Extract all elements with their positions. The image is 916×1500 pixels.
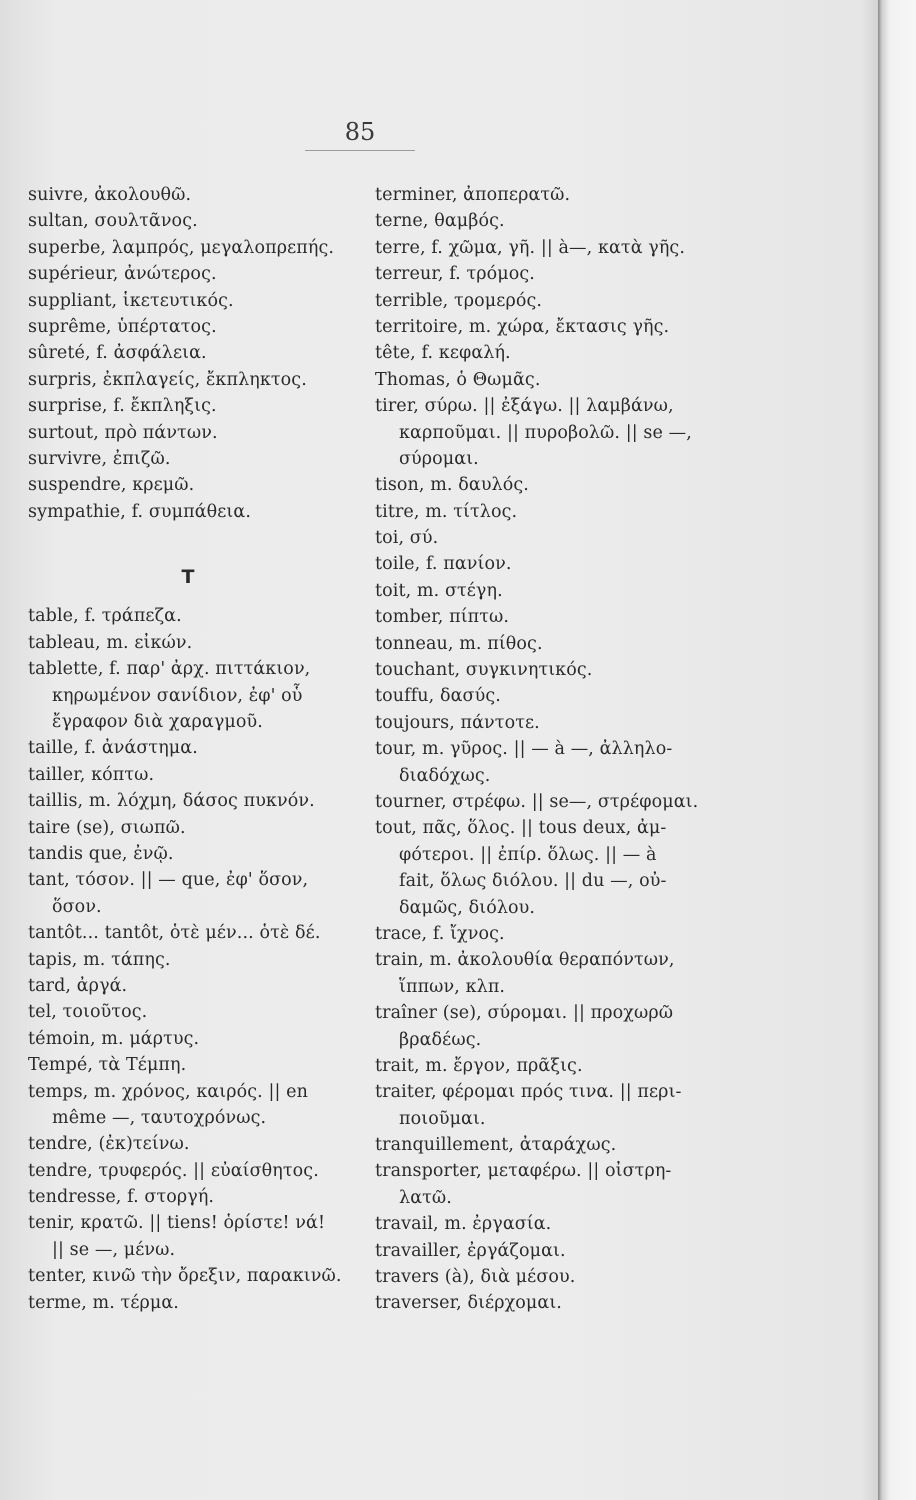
dictionary-entry: surpris, ἐκπλαγείς, ἔκπληκτος. — [28, 369, 307, 390]
dictionary-entry-continuation: καρποῦμαι. || πυροβολῶ. || se —, — [399, 422, 692, 443]
dictionary-entry: terme, m. τέρμα. — [28, 1292, 179, 1313]
dictionary-entry: terre, f. χῶμα, γῆ. || à—, κατὰ γῆς. — [375, 237, 685, 258]
dictionary-entry: surtout, πρὸ πάντων. — [28, 422, 218, 443]
dictionary-entry-continuation: ὅσον. — [52, 896, 102, 917]
entries-t — [28, 603, 358, 1316]
dictionary-entry: terreur, f. τρόμος. — [375, 264, 535, 285]
dictionary-entry: Thomas, ὁ Θωμᾶς. — [375, 369, 541, 390]
dictionary-entry: tendresse, f. στοργή. — [28, 1187, 215, 1208]
spacer — [28, 525, 358, 551]
dictionary-entry: traiter, φέρομαι πρός τινα. || περι- — [375, 1082, 682, 1103]
dictionary-entry: taille, f. ἀνάστημα. — [28, 738, 198, 759]
dictionary-entry: train, m. ἀκολουθία θεραπόντων, — [375, 950, 675, 971]
dictionary-entry: transporter, μεταφέρω. || οἰστρη- — [375, 1161, 672, 1182]
dictionary-entry: tison, m. δαυλός. — [375, 475, 529, 496]
dictionary-entry: tranquillement, ἀταράχως. — [375, 1135, 617, 1156]
dictionary-entry: sultan, σουλτᾶνος. — [28, 211, 198, 232]
dictionary-entry-continuation: λατῶ. — [399, 1187, 452, 1208]
dictionary-entry: tout, πᾶς, ὅλος. || tous deux, ἀμ- — [375, 818, 667, 839]
dictionary-entry-continuation: même —, ταυτοχρόνως. — [52, 1107, 267, 1128]
dictionary-entry: travail, m. ἐργασία. — [375, 1214, 552, 1235]
dictionary-entry: sûreté, f. ἀσφάλεια. — [28, 343, 207, 364]
dictionary-entry: taillis, m. λόχμη, δάσος πυκνόν. — [28, 791, 315, 812]
dictionary-entry: tonneau, m. πίθος. — [375, 633, 543, 654]
dictionary-entry: touchant, συγκινητικός. — [375, 660, 593, 681]
dictionary-entry: suspendre, κρεμῶ. — [28, 475, 195, 496]
dictionary-entry: surprise, f. ἔκπληξις. — [28, 396, 217, 417]
dictionary-entry: tailler, κόπτω. — [28, 764, 155, 785]
dictionary-entry: tableau, m. εἰκών. — [28, 632, 193, 653]
dictionary-entry: tendre, τρυφερός. || εὐαίσθητος. — [28, 1160, 319, 1181]
dictionary-entry: tel, τοιοῦτος. — [28, 1002, 148, 1023]
dictionary-entry-continuation: βραδέως. — [399, 1029, 482, 1050]
dictionary-entry: tard, ἀργά. — [28, 975, 128, 996]
dictionary-entry-continuation: δαμῶς, διόλου. — [399, 897, 536, 918]
dictionary-entry: tenter, κινῶ τὴν ὄρεξιν, παρακινῶ. — [28, 1266, 342, 1287]
dictionary-entry: témoin, m. μάρτυς. — [28, 1028, 200, 1049]
dictionary-entry: toi, σύ. — [375, 528, 439, 549]
dictionary-entry: terne, θαμβός. — [375, 211, 505, 232]
dictionary-entry: tirer, σύρω. || ἐξάγω. || λαμβάνω, — [375, 396, 674, 417]
dictionary-entry-continuation: ποιοῦμαι. — [399, 1108, 486, 1129]
dictionary-entry: temps, m. χρόνος, καιρός. || en — [28, 1081, 308, 1102]
dictionary-entry: traîner (se), σύρομαι. || προχωρῶ — [375, 1003, 674, 1024]
dictionary-entry-continuation: ἔγραφον διὰ χαραγμοῦ. — [52, 712, 263, 733]
dictionary-entry: sympathie, f. συμπάθεια. — [28, 501, 251, 522]
dictionary-entry: supérieur, ἀνώτερος. — [28, 264, 217, 285]
entries-s — [28, 182, 358, 525]
dictionary-entry: survivre, ἐπιζῶ. — [28, 448, 171, 469]
dictionary-entry: tapis, m. τάπης. — [28, 949, 171, 970]
dictionary-entry: tête, f. κεφαλή. — [375, 343, 511, 364]
dictionary-entry: tandis que, ἐνῷ. — [28, 843, 174, 864]
dictionary-entry: tendre, (ἐκ)τείνω. — [28, 1134, 190, 1155]
dictionary-entry: travers (à), διὰ μέσου. — [375, 1267, 576, 1288]
dictionary-entry: suppliant, ἱκετευτικός. — [28, 290, 234, 311]
dictionary-entry: tourner, στρέφω. || se—, στρέφομαι. — [375, 791, 699, 812]
dictionary-entry: table, f. τράπεζα. — [28, 606, 182, 627]
dictionary-entry: trace, f. ἴχνος. — [375, 923, 505, 944]
dictionary-entry-continuation: || se —, μένω. — [52, 1239, 176, 1260]
dictionary-entry: taire (se), σιωπῶ. — [28, 817, 186, 838]
page-number: 85 — [344, 118, 376, 146]
dictionary-entry: territoire, m. χώρα, ἔκτασις γῆς. — [375, 316, 670, 337]
dictionary-entry: tablette, f. παρ' ἀρχ. πιττάκιον, — [28, 659, 311, 680]
right-column — [375, 182, 705, 1317]
dictionary-entry-continuation: ἵππων, κλπ. — [399, 976, 506, 997]
page-edge — [878, 0, 916, 1500]
dictionary-entry-continuation: σύρομαι. — [399, 448, 479, 469]
dictionary-entry: tantôt... tantôt, ὁτὲ μέν... ὁτὲ δέ. — [28, 923, 321, 944]
dictionary-entry: tenir, κρατῶ. || tiens! ὁρίστε! νά! — [28, 1213, 326, 1234]
dictionary-entry: touffu, δασύς. — [375, 686, 501, 707]
dictionary-entry: tant, τόσον. || — que, ἐφ' ὅσον, — [28, 870, 309, 891]
dictionary-entry: Tempé, τὰ Τέμπη. — [28, 1055, 187, 1076]
dictionary-entry: terminer, ἀποπερατῶ. — [375, 185, 571, 205]
dictionary-entry: trait, m. ἔργον, πρᾶξις. — [375, 1055, 583, 1076]
dictionary-entry: terrible, τρομερός. — [375, 290, 543, 311]
dictionary-entry-continuation: διαδόχως. — [399, 765, 491, 786]
dictionary-entry: toujours, πάντοτε. — [375, 712, 540, 733]
dictionary-entry-continuation: fait, ὅλως διόλου. || du —, οὐ- — [399, 871, 667, 892]
dictionary-entry-continuation: κηρωμένον σανίδιον, ἐφ' οὗ — [52, 685, 303, 706]
dictionary-entry: titre, m. τίτλος. — [375, 501, 518, 522]
dictionary-entry: traverser, διέρχομαι. — [375, 1293, 562, 1314]
header-rule — [305, 150, 415, 151]
dictionary-entry: toile, f. πανίον. — [375, 554, 512, 575]
dictionary-entry: suivre, ἀκολουθῶ. — [28, 185, 192, 205]
entries-t-continued — [375, 182, 705, 1317]
dictionary-entry: suprême, ὑπέρτατος. — [28, 316, 217, 337]
left-column — [28, 182, 358, 1316]
dictionary-entry: tour, m. γῦρος. || — à —, ἀλληλο- — [375, 739, 673, 760]
dictionary-entry: toit, m. στέγη. — [375, 580, 503, 601]
dictionary-entry-continuation: φότεροι. || ἐπίρ. ὅλως. || — à — [399, 844, 657, 865]
dictionary-entry: travailler, ἐργάζομαι. — [375, 1240, 566, 1261]
section-heading-t: T — [181, 566, 195, 589]
dictionary-entry: tomber, πίπτω. — [375, 607, 510, 628]
dictionary-entry: superbe, λαμπρός, μεγαλοπρεπής. — [28, 237, 335, 258]
